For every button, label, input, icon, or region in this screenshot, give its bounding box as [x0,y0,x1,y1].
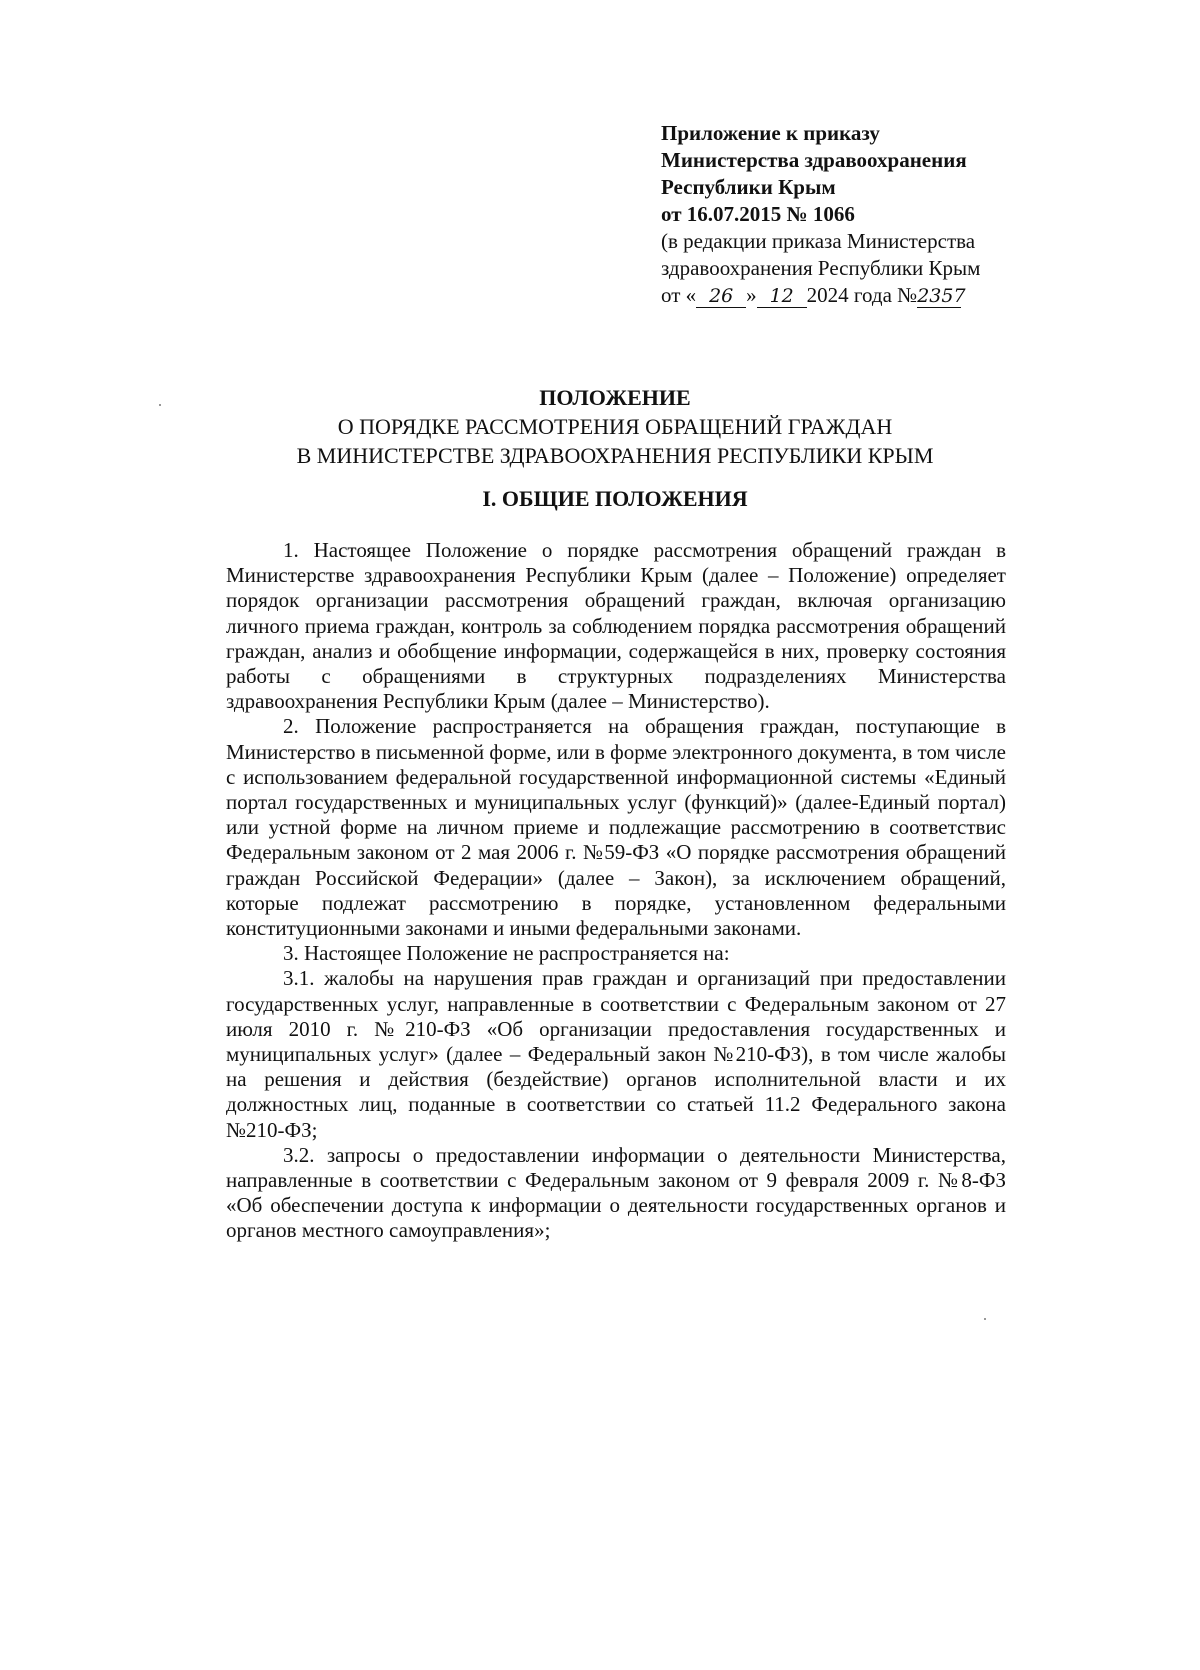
title-line-2: О ПОРЯДКЕ РАССМОТРЕНИЯ ОБРАЩЕНИЙ ГРАЖДАН [337,414,893,439]
appendix-line-3: Республики Крым [661,175,836,199]
revision-year: 2024 года № [806,283,918,307]
title-line-1: ПОЛОЖЕНИЕ [539,385,691,410]
appendix-revision-line-2: здравоохранения Республики Крым [661,256,981,280]
appendix-order-date-number: от 16.07.2015 № 1066 [661,202,855,226]
appendix-revision-line-3 [661,282,1061,309]
document-body [226,538,1006,1244]
revision-prefix: от « [661,283,697,307]
paragraph-2: 2. Положение распространяется на обращения граждан, поступающие в Министерство в письменной форме, или в форме электронного документа, в том числе с использованием федеральной государственной информационной системы «Единый портал государственных и муниципальных услуг (функций)» (далее-Единый портал) или устной форме на личном приеме и подлежащие рассмотрению в соответствис Федеральным законом от 2 мая 2006 г. №59-ФЗ «О порядке рассмотрения обращений граждан Российской Федерации» (далее – Закон), за исключением обращений, которые подлежат рассмотрению в порядке, установленном федеральными конституционными законами и иными федеральными законами. [226,714,1006,941]
scan-speck [984,1318,986,1320]
paragraph-1: 1. Настоящее Положение о порядке рассмотрения обращений граждан в Министерстве здравоохранения Республики Крым (далее – Положение) определяет порядок организации рассмотрения обращений граждан, включая организацию личного приема граждан, контроль за соблюдением порядка рассмотрения обращений граждан, анализ и обобщение информации, содержащейся в них, проверку состояния работы с обращениями в структурных подразделениях Министерства здравоохранения Республики Крым (далее – Министерство). [226,538,1006,714]
appendix-line-1: Приложение к приказу [661,121,880,145]
scan-speck [159,404,161,406]
handwritten-month: 12 [757,285,807,308]
appendix-line-2: Министерства здравоохранения [661,148,967,172]
document-title [200,383,1030,470]
handwritten-order-number: 2357 [917,285,966,307]
section-heading: I. ОБЩИЕ ПОЛОЖЕНИЯ [482,486,748,511]
title-line-3: В МИНИСТЕРСТВЕ ЗДРАВООХРАНЕНИЯ РЕСПУБЛИКИ КРЫМ [296,443,934,468]
handwritten-day: 26 [696,285,746,308]
paragraph-3-1: 3.1. жалобы на нарушения прав граждан и организаций при предоставлении государственных услуг, направленные в соответствии с Федеральным законом от 27 июля 2010 г. №210-ФЗ «Об организации предоставления государственных и муниципальных услуг» (далее – Федеральный закон №210-ФЗ), в том числе жалобы на решения и действия (бездействие) органов исполнительной власти и их должностных лиц, поданные в соответствии со статьей 11.2 Федерального закона №210-ФЗ; [226,966,1006,1142]
paragraph-3: 3. Настоящее Положение не распространяется на: [283,941,730,966]
revision-quote-close: » [746,283,757,307]
appendix-revision-line-1: (в редакции приказа Министерства [661,229,976,253]
appendix-header [661,120,1061,309]
paragraph-3-2: 3.2. запросы о предоставлении информации о деятельности Министерства, направленные в соответствии с Федеральным законом от 9 февраля 2009 г. №8-ФЗ «Об обеспечении доступа к информации о деятельности государственных органов и органов местного самоуправления»; [226,1142,1006,1243]
